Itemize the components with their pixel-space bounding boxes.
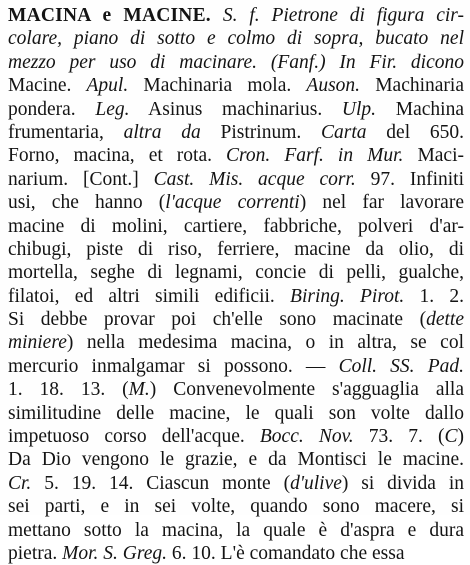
text-line <box>8 472 464 495</box>
text-segment: Si debbe provar poi ch'elle sono macinate ( <box>8 309 427 331</box>
italic-text: Mor. S. Greg. <box>62 542 168 564</box>
italic-text: M. <box>128 379 150 401</box>
text-segment: impetuoso corso dell'acque. <box>8 426 260 448</box>
italic-text: Auson. <box>306 75 361 97</box>
text-segment: Asinus machinarius. <box>129 98 342 120</box>
text-line <box>8 168 464 191</box>
italic-text: Coll. SS. Pad. <box>338 355 464 377</box>
text-segment: Pistrinum. <box>200 121 322 143</box>
text-line <box>8 74 464 97</box>
text-segment: mettano sotto la macina, la quale è d'aspra e dura <box>8 519 464 541</box>
text-line <box>8 355 464 378</box>
text-line <box>8 261 464 284</box>
italic-text: Leg. <box>95 98 130 120</box>
text-segment: Da Dio vengono le grazie, e da Montisci le macine. <box>8 449 464 471</box>
italic-text: Apul. <box>86 75 129 97</box>
text-segment: 97. Infiniti <box>355 168 464 190</box>
italic-text: d'ulive <box>290 472 342 494</box>
text-segment: Machinaria mola. <box>128 75 307 97</box>
text-segment: Machinaria <box>360 75 464 97</box>
text-segment: filatoi, ed altri simili edificii. <box>8 285 291 307</box>
text-segment: ) nella medesima macina, o in altra, se col <box>66 332 464 354</box>
text-segment: similitudine delle macine, le quali son volte dallo <box>8 402 464 424</box>
dictionary-entry-macina <box>8 4 464 565</box>
headword: MACINA e MACINE. <box>8 5 223 26</box>
text-line <box>8 448 464 471</box>
text-segment: 6. 10. L'è comandato che essa <box>167 542 405 564</box>
text-segment: mortella, seghe di legnami, concie di pelli, gualche, <box>8 262 464 284</box>
italic-text: Cron. Farf. in Mur. <box>226 145 404 167</box>
text-segment: ) si divida in <box>341 472 464 494</box>
text-line <box>8 495 464 518</box>
text-segment: ) <box>457 426 465 448</box>
text-segment: del 650. <box>366 121 464 143</box>
text-segment: Machina <box>376 98 464 120</box>
text-segment: sei parti, e in sei volte, quando sono macere, si <box>8 496 464 518</box>
italic-text: S. f. Pietrone di figura cir- <box>222 5 464 26</box>
text-line <box>8 238 464 261</box>
text-segment: frumentaria, <box>8 121 124 143</box>
text-line <box>8 378 464 401</box>
italic-text: Cr. <box>8 472 32 494</box>
text-segment: ) Convenevolmente s'agguaglia alla <box>149 379 465 401</box>
text-line <box>8 27 464 50</box>
text-line <box>8 98 464 121</box>
text-line <box>8 4 464 27</box>
italic-text: Ulp. <box>341 98 377 120</box>
italic-text: altra da <box>123 121 201 143</box>
text-segment: usi, che hanno ( <box>8 192 166 214</box>
text-line <box>8 215 464 238</box>
italic-text: colare, piano di sotto e colmo di sopra, bucato nel <box>8 28 464 50</box>
italic-text: Carta <box>321 121 367 143</box>
text-line <box>8 425 464 448</box>
text-line <box>8 519 464 542</box>
text-segment: 1. 18. 13. ( <box>8 379 129 401</box>
text-segment: 73. 7. ( <box>353 426 445 448</box>
italic-text: dette <box>426 309 464 331</box>
text-segment: narium. [Cont.] <box>8 168 154 190</box>
text-segment: mercurio inmalgamar si possono. — <box>8 355 339 377</box>
text-segment: Macine. <box>8 75 87 97</box>
italic-text: C <box>444 426 458 448</box>
text-line <box>8 191 464 214</box>
text-line <box>8 285 464 308</box>
text-segment: pietra. <box>8 542 63 564</box>
text-line <box>8 542 464 565</box>
text-line <box>8 308 464 331</box>
text-segment: Forno, macina, et rota. <box>8 145 227 167</box>
italic-text: mezzo per uso di macinare. (Fanf.) In Fir. dicono <box>8 51 464 73</box>
text-line <box>8 402 464 425</box>
text-line <box>8 331 464 354</box>
italic-text: Cast. Mis. acque corr. <box>153 168 356 190</box>
text-line <box>8 144 464 167</box>
text-line <box>8 51 464 74</box>
text-segment: Maci- <box>403 145 464 167</box>
text-segment: ) nel far lavorare <box>299 192 464 214</box>
text-segment: 5. 19. 14. Ciascun monte ( <box>31 472 291 494</box>
text-segment: 1. 2. <box>404 285 465 307</box>
italic-text: l'acque correnti <box>165 192 300 214</box>
italic-text: Bocc. Nov. <box>259 426 354 448</box>
italic-text: Biring. Pirot. <box>290 285 405 307</box>
text-line <box>8 121 464 144</box>
italic-text: miniere <box>8 332 67 354</box>
text-segment: pondera. <box>8 98 96 120</box>
text-segment: chibugi, piste di riso, ferriere, macine da olio, di <box>8 238 464 260</box>
text-segment: macine di molini, cartiere, fabbriche, polveri d'ar- <box>8 215 464 237</box>
